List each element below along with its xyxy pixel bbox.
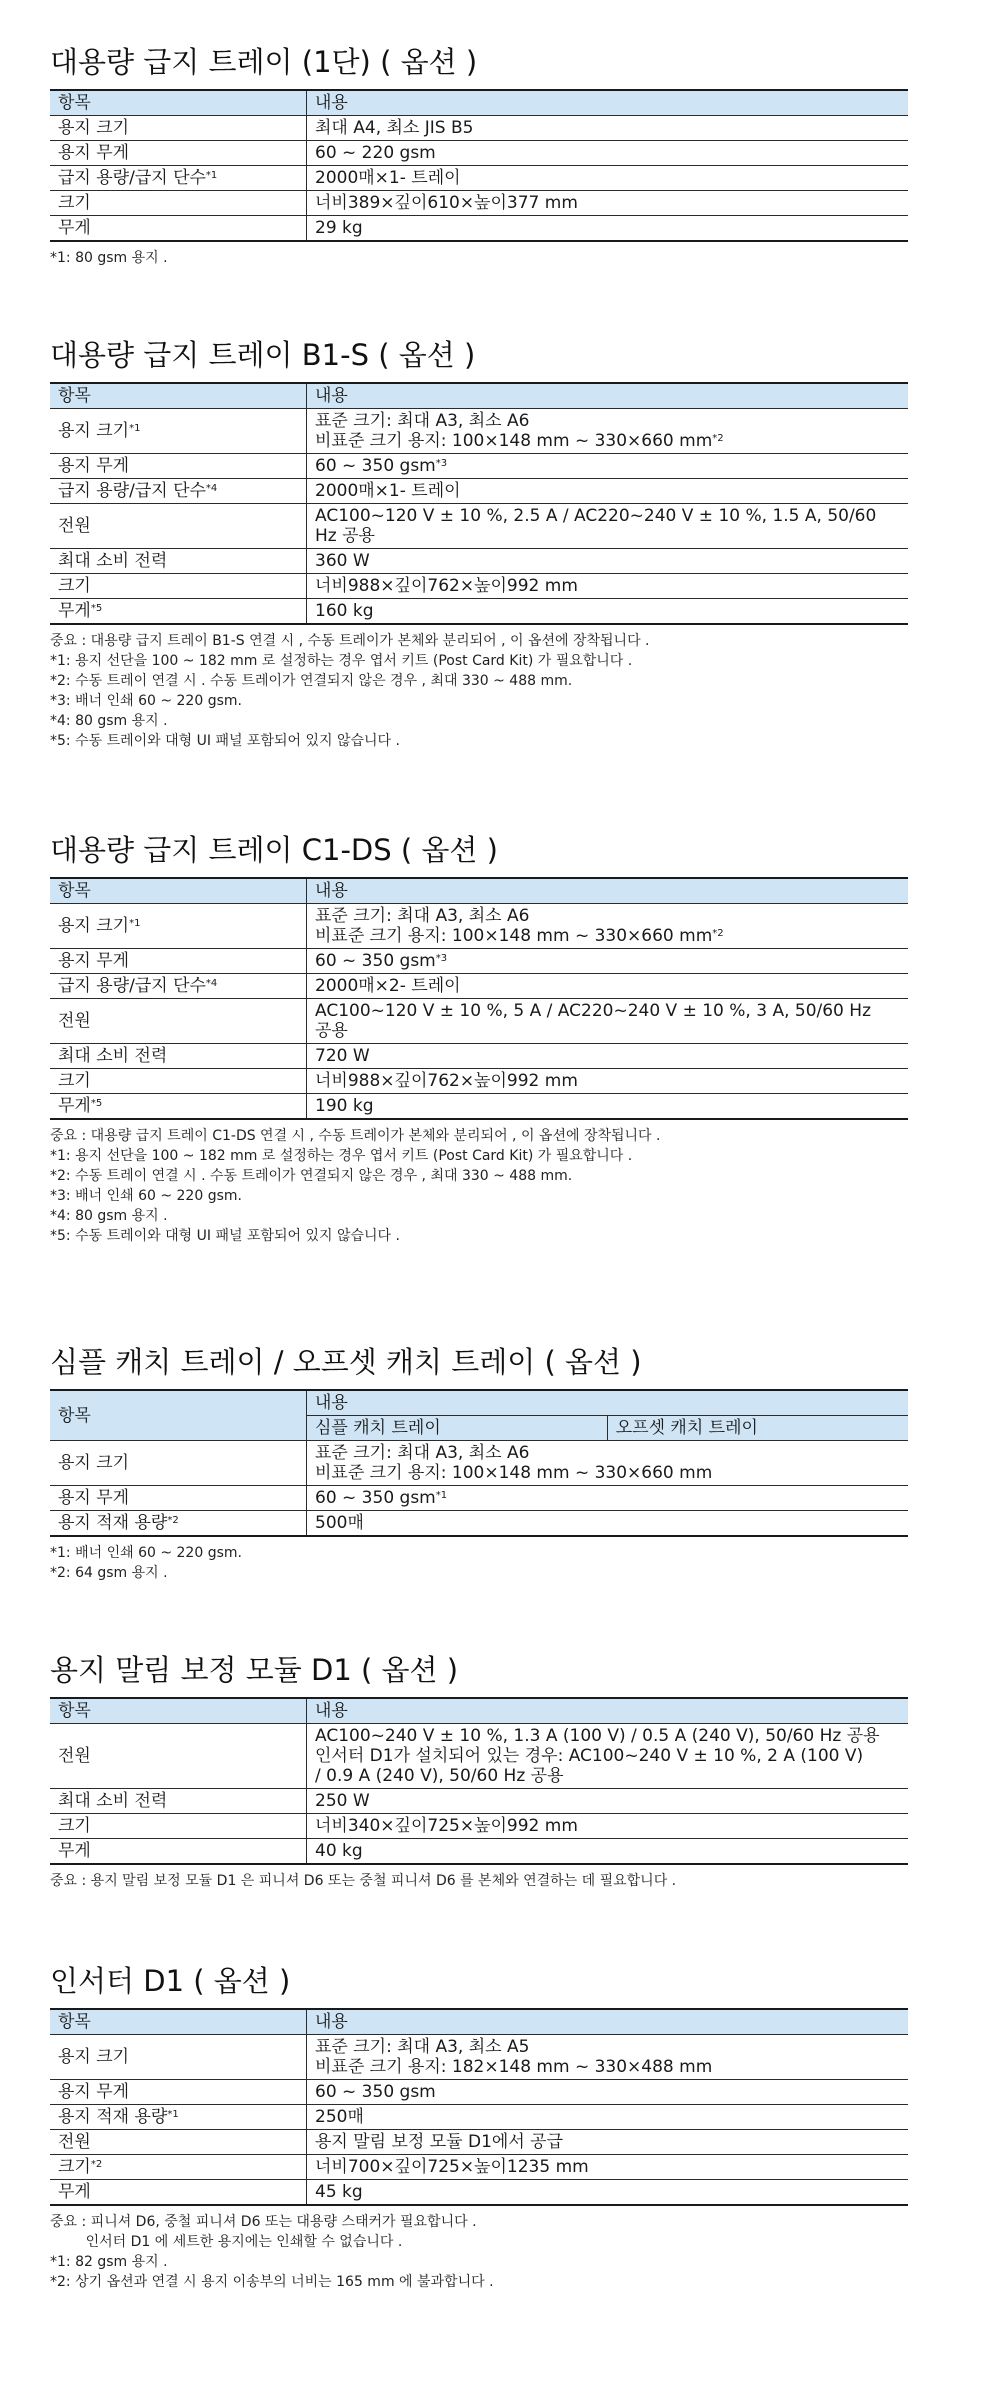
table-row: 용지 크기 표준 크기: 최대 A3, 최소 A6 비표준 크기 용지: 100×148 mm ~ 330×660 mm <box>50 1441 908 1486</box>
section-title: 대용량 급지 트레이 (1단) ( 옵션 ) <box>50 45 478 79</box>
table-row: 급지 용량/급지 단수$^{*4}$ 2000매×1- 트레이 <box>50 479 908 504</box>
table-header: 항목 내용 <box>50 90 908 116</box>
table-row: 크기 너비988×깊이762×높이992 mm <box>50 574 908 599</box>
table-row: 용지 크기$^{*1}$ 표준 크기: 최대 A3, 최소 A6 비표준 크기 용지: 100×148 mm ~ 330×660 $mm^{*2}$ <box>50 409 908 454</box>
table-row: 급지 용량/급지 단수$^{*1}$ 2000매×1- 트레이 <box>50 166 908 191</box>
table-row: 무게 45 kg <box>50 2180 908 2206</box>
section-title: 심플 캐치 트레이 / 오프셋 캐치 트레이 ( 옵션 ) <box>50 1345 642 1379</box>
spec-table <box>50 1389 908 1537</box>
table-row: 크기 너비389×깊이610×높이377 mm <box>50 191 908 216</box>
spec-table <box>50 2008 908 2206</box>
table-row: 크기$^{*2}$ 너비700×깊이725×높이1235 mm <box>50 2155 908 2180</box>
section-title: 대용량 급지 트레이 B1-S ( 옵션 ) <box>50 338 476 372</box>
table-row: 최대 소비 전력 360 W <box>50 549 908 574</box>
table-row: 전원 용지 말림 보정 모듈 D1에서 공급 <box>50 2130 908 2155</box>
section-hcf-b1s <box>50 337 908 751</box>
section-catch-tray <box>50 1344 908 1583</box>
table-header: 항목 내용 <box>50 1698 908 1724</box>
table-row: 용지 무게 60 ~ 350 gsm$^{*3}$ <box>50 454 908 479</box>
footnotes: *1: 배너 인쇄 60 ~ 220 gsm. *2: 64 gsm 용지 . <box>50 1545 242 1581</box>
spec-table <box>50 89 908 242</box>
spec-table <box>50 382 908 625</box>
section-inserter-d1 <box>50 1963 908 2292</box>
section-hcf-c1ds <box>50 832 908 1246</box>
table-row: 전원 AC100~120 V ± 10 %, 5 A / AC220~240 V ± 10 %, 3 A, 50/60 Hz 공용 <box>50 999 908 1044</box>
table-row: 용지 무게 60 ~ 350 gsm <box>50 2080 908 2105</box>
table-row: 용지 적재 용량$^{*1}$ 250매 <box>50 2105 908 2130</box>
table-row: 최대 소비 전력 720 W <box>50 1044 908 1069</box>
table-row: 무게 29 kg <box>50 216 908 242</box>
table-header: 항목 내용 <box>50 1390 908 1416</box>
table-row: 용지 적재 용량$^{*2}$ 500매 <box>50 1511 908 1537</box>
footnotes: 중요 : 용지 말림 보정 모듈 D1 은 피니셔 D6 또는 중철 피니셔 D6 를 본체와 연결하는 데 필요합니다 . <box>50 1873 677 1889</box>
footnotes: 중요 : 대용량 급지 트레이 B1-S 연결 시 , 수동 트레이가 본체와 분리되어 , 이 옵션에 장착됩니다 . *1: 용지 선단을 100 ~ 182 mm 로 설정하는 경우 엽서 키트 (Post Card Kit) 가 필요합니다 . *2: 수동 트레이 연결 시 . 수동 트레이가 연결되지 않은 경우 , 최대 330 ~ 488 mm. *3: 배너 인쇄 60 ~ 220 gsm. *4: 80 gsm 용지 . *5: 수동 트레이와 대형 UI 패널 포함되어 있지 않습니다 . <box>50 633 650 749</box>
table-row: 용지 크기$^{*1}$ 표준 크기: 최대 A3, 최소 A6 비표준 크기 용지: 100×148 mm ~ 330×660 $mm^{*2}$ <box>50 904 908 949</box>
table-header: 항목 내용 <box>50 878 908 904</box>
section-hcf-1tray <box>50 44 908 268</box>
table-row: 크기 너비988×깊이762×높이992 mm <box>50 1069 908 1094</box>
section-decurler-d1 <box>50 1652 908 1891</box>
table-header: 항목 내용 <box>50 2009 908 2035</box>
table-subheader: 심플 캐치 트레이 오프셋 캐치 트레이 <box>50 1416 908 1441</box>
section-title: 대용량 급지 트레이 C1-DS ( 옵션 ) <box>50 833 498 867</box>
footnotes: 중요 : 피니셔 D6, 중철 피니셔 D6 또는 대용량 스태커가 필요합니다 . 인서터 D1 에 세트한 용지에는 인쇄할 수 없습니다 . *1: 82 gsm 용지 . *2: 상기 옵션과 연결 시 용지 이송부의 너비는 165 mm 에 불과합니다 . <box>50 2214 494 2290</box>
spec-table <box>50 877 908 1120</box>
table-row: 용지 무게 60 ~ 220 gsm <box>50 141 908 166</box>
table-row: 급지 용량/급지 단수$^{*4}$ 2000매×2- 트레이 <box>50 974 908 999</box>
section-title: 용지 말림 보정 모듈 D1 ( 옵션 ) <box>50 1653 459 1687</box>
table-row: 용지 무게 60 ~ 350 gsm$^{*1}$ <box>50 1486 908 1511</box>
table-row: 용지 무게 60 ~ 350 gsm$^{*3}$ <box>50 949 908 974</box>
table-row: 용지 크기 표준 크기: 최대 A3, 최소 A5 비표준 크기 용지: 182×148 mm ~ 330×488 mm <box>50 2035 908 2080</box>
table-row: 최대 소비 전력 250 W <box>50 1789 908 1814</box>
footnotes: *1: 80 gsm 용지 . <box>50 250 168 266</box>
table-row: 무게 40 kg <box>50 1839 908 1865</box>
section-title: 인서터 D1 ( 옵션 ) <box>50 1964 291 1998</box>
table-header: 항목 내용 <box>50 383 908 409</box>
spec-table <box>50 1697 908 1865</box>
table-row: 전원 AC100~240 V ± 10 %, 1.3 A (100 V) / 0.5 A (240 V), 50/60 Hz 공용 인서터 D1가 설치되어 있는 경우: AC100~240 V ± 10 %, 2 A (100 V) / 0.9 A (240 V), 50/60 Hz 공용 <box>50 1724 908 1789</box>
footnotes: 중요 : 대용량 급지 트레이 C1-DS 연결 시 , 수동 트레이가 본체와 분리되어 , 이 옵션에 장착됩니다 . *1: 용지 선단을 100 ~ 182 mm 로 설정하는 경우 엽서 키트 (Post Card Kit) 가 필요합니다 . *2: 수동 트레이 연결 시 . 수동 트레이가 연결되지 않은 경우 , 최대 330 ~ 488 mm. *3: 배너 인쇄 60 ~ 220 gsm. *4: 80 gsm 용지 . *5: 수동 트레이와 대형 UI 패널 포함되어 있지 않습니다 . <box>50 1128 661 1244</box>
table-row: 용지 크기 최대 A4, 최소 JIS B5 <box>50 116 908 141</box>
table-row: 무게$^{*5}$ 160 kg <box>50 599 908 625</box>
table-row: 무게$^{*5}$ 190 kg <box>50 1094 908 1120</box>
table-row: 전원 AC100~120 V ± 10 %, 2.5 A / AC220~240 V ± 10 %, 1.5 A, 50/60 Hz 공용 <box>50 504 908 549</box>
table-row: 크기 너비340×깊이725×높이992 mm <box>50 1814 908 1839</box>
